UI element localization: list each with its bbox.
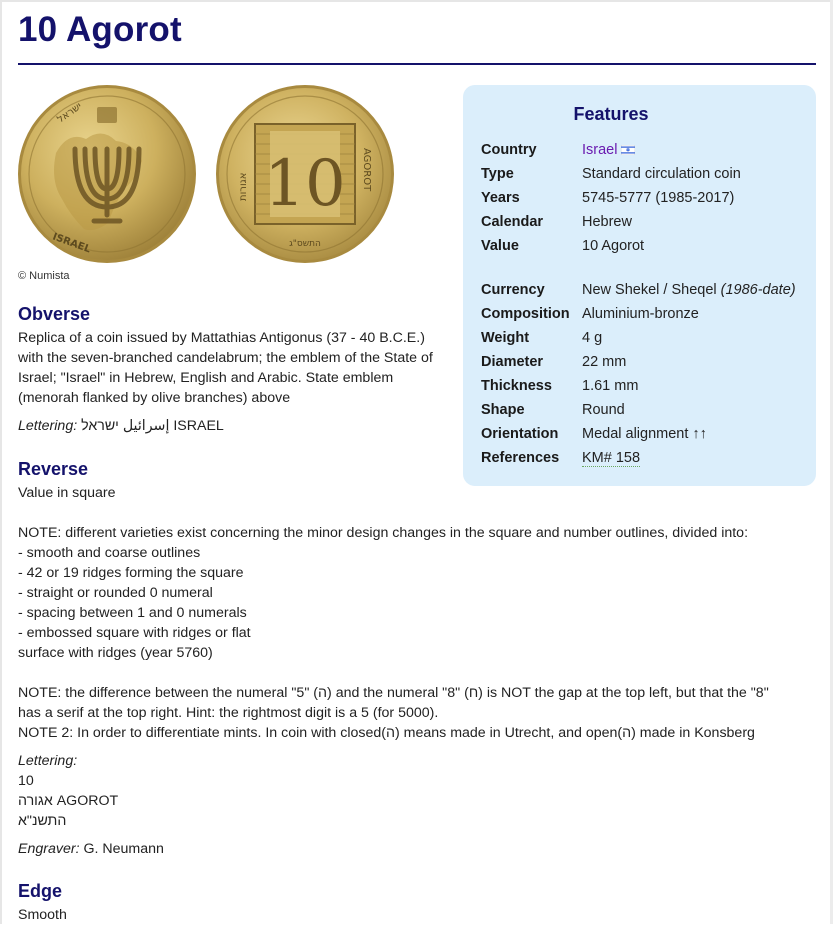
obverse-line: (menorah flanked by olive branches) above	[18, 390, 291, 406]
image-credit: © Numista	[18, 270, 70, 282]
edge-heading: Edge	[18, 881, 63, 901]
features-panel	[463, 85, 816, 486]
note-line: - smooth and coarse outlines	[18, 545, 201, 561]
note-line: - spacing between 1 and 0 numerals	[18, 605, 247, 621]
feature-label: Composition	[481, 306, 570, 322]
obverse-line: Israel; "Israel" in Hebrew, English and Arabic. State emblem	[18, 370, 394, 386]
note-line: NOTE: the difference between the numeral "5" (ה) and the numeral "8" (ח) is NOT the gap at the top left, but that the "8"	[18, 685, 769, 701]
feature-value	[582, 140, 635, 160]
svg-text:התשס"ג: התשס"ג	[289, 239, 321, 249]
coin-reverse-image[interactable]	[214, 83, 396, 265]
reverse-note-varieties	[18, 523, 748, 663]
engraver-label: Engraver:	[18, 841, 80, 857]
obverse-line: Replica of a coin issued by Mattathias Antigonus (37 - 40 B.C.E.)	[18, 330, 425, 346]
obverse-heading: Obverse	[18, 304, 91, 324]
feature-value: Standard circulation coin	[582, 166, 741, 182]
note-line: - 42 or 19 ridges forming the square	[18, 565, 244, 581]
reference-link[interactable]: KM# 158	[582, 450, 641, 466]
obverse-description	[18, 328, 433, 408]
svg-text:אגורות: אגורות	[238, 172, 249, 201]
obverse-lettering	[18, 416, 224, 436]
feature-label: Thickness	[481, 378, 552, 394]
obverse-lettering-value: إسرائيل ישראל ISRAEL	[81, 418, 224, 434]
title-divider	[18, 63, 816, 65]
feature-value: 10 Agorot	[582, 238, 645, 254]
coin-obverse-image[interactable]	[16, 83, 198, 265]
reverse-subtitle: Value in square	[18, 485, 116, 501]
note-line: has a serif at the top right. Hint: the rightmost digit is a 5 (for 5000).	[18, 705, 439, 721]
svg-text:ישראל: ישראל	[55, 100, 85, 126]
window-left-edge	[0, 0, 2, 924]
feature-label: Type	[481, 166, 514, 182]
feature-label: Weight	[481, 330, 530, 346]
note-line: - embossed square with ridges or flat	[18, 625, 251, 641]
engraver-value: G. Neumann	[83, 841, 164, 857]
lettering-line: אגורה AGOROT	[18, 793, 119, 809]
features-heading: Features	[573, 104, 649, 124]
feature-value: Aluminium-bronze	[582, 306, 699, 322]
feature-label: Years	[481, 190, 520, 206]
reverse-lettering	[18, 751, 118, 831]
reverse-heading: Reverse	[18, 459, 89, 479]
svg-text:AGOROT: AGOROT	[361, 148, 372, 192]
feature-value: Hebrew	[582, 214, 632, 230]
feature-value: Round	[582, 402, 625, 418]
feature-value	[582, 448, 640, 468]
feature-value: 5745-5777 (1985-2017)	[582, 190, 735, 206]
state-emblem-icon	[97, 107, 117, 123]
feature-label: Calendar	[481, 214, 544, 230]
feature-label: Shape	[481, 402, 525, 418]
feature-value: 22 mm	[582, 354, 627, 370]
obverse-line: with the seven-branched candelabrum; the emblem of the State of	[18, 350, 433, 366]
obverse-lettering-label: Lettering:	[18, 418, 78, 434]
reverse-lettering-label: Lettering:	[18, 753, 78, 769]
edge-value: Smooth	[18, 907, 67, 923]
feature-value: 4 g	[582, 330, 603, 346]
feature-label: Country	[481, 142, 537, 158]
svg-text:10: 10	[264, 147, 346, 221]
svg-text:ISRAEL: ISRAEL	[50, 231, 92, 256]
israel-flag-icon	[621, 145, 635, 155]
lettering-line: התשנ"א	[18, 813, 67, 829]
country-link[interactable]: Israel	[582, 142, 618, 158]
note-line: NOTE: different varieties exist concerning the minor design changes in the square and number outlines, divided into:	[18, 525, 749, 541]
lettering-line: 10	[18, 773, 34, 789]
window-top-edge	[0, 0, 833, 2]
feature-value: Medal alignment ↑↑	[582, 426, 707, 442]
feature-label: Orientation	[481, 426, 559, 442]
feature-label: Diameter	[481, 354, 544, 370]
feature-label: Currency	[481, 282, 545, 298]
feature-value: 1.61 mm	[582, 378, 639, 394]
feature-label: Value	[481, 238, 519, 254]
reverse-note-numerals	[18, 683, 769, 743]
currency-name: New Shekel / Sheqel	[582, 282, 717, 298]
engraver	[18, 839, 164, 859]
feature-label: References	[481, 450, 560, 466]
currency-dates: (1986-date)	[720, 282, 796, 298]
note-line: NOTE 2: In order to differentiate mints. In coin with closed(ה) means made in Utrecht, and open(ה) made in Konsberg	[18, 725, 755, 741]
feature-value	[582, 280, 796, 300]
note-line: - straight or rounded 0 numeral	[18, 585, 213, 601]
page-title: 10 Agorot	[18, 10, 182, 49]
note-line: surface with ridges (year 5760)	[18, 645, 213, 661]
